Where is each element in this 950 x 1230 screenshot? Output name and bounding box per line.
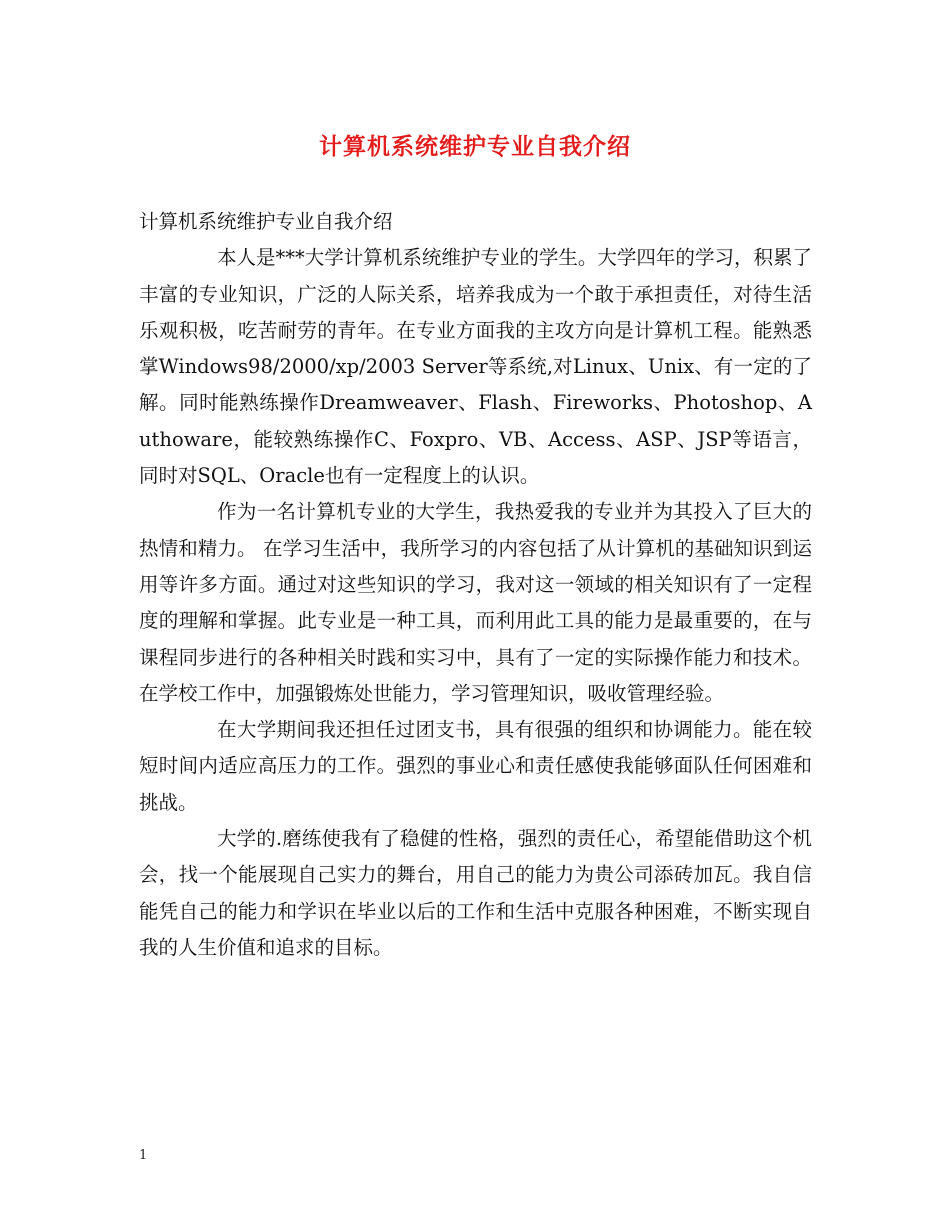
paragraph-intro: 本人是***大学计算机系统维护专业的学生。大学四年的学习，积累了丰富的专业知识，广泛的人际关系，培养我成为一个敢于承担责任，对待生活乐观积极，吃苦耐劳的青年。在专业方面我的主攻方向是计算机工程。能熟悉掌Windows98/2000/xp/2003 Server等系统,对Linux、Unix、有一定的了解。同时能熟练操作Dreamweaver、Flash、Fireworks、Photoshop、Authoware，能较熟练操作C、Foxpro、VB、Access、ASP、JSP等语言，同时对SQL、Oracle也有一定程度上的认识。	[139, 246, 812, 488]
document-title: 计算机系统维护专业自我介绍	[319, 133, 631, 160]
paragraph-study: 作为一名计算机专业的大学生，我热爱我的专业并为其投入了巨大的热情和精力。 在学习生活中，我所学习的内容包括了从计算机的基础知识到运用等许多方面。通过对这些知识的学习，我对这一领域的相关知识有了一定程度的理解和掌握。此专业是一种工具，而利用此工具的能力是最重要的，在与课程同步进行的各种相关时践和实习中，具有了一定的实际操作能力和技术。在学校工作中，加强锻炼处世能力，学习管理知识，吸收管理经验。	[139, 500, 812, 705]
document-subtitle: 计算机系统维护专业自我介绍	[139, 210, 393, 233]
paragraph-closing: 大学的.磨练使我有了稳健的性格，强烈的责任心，希望能借助这个机会，找一个能展现自己实力的舞台，用自己的能力为贵公司添砖加瓦。我自信能凭自己的能力和学识在毕业以后的工作和生活中克服各种困难，不断实现自我的人生价值和追求的目标。	[139, 827, 812, 959]
paragraph-leadership: 在大学期间我还担任过团支书，具有很强的组织和协调能力。能在较短时间内适应高压力的工作。强烈的事业心和责任感使我能够面队任何困难和挑战。	[139, 718, 812, 814]
page-number: 1	[139, 1148, 148, 1163]
document-body	[139, 204, 812, 966]
